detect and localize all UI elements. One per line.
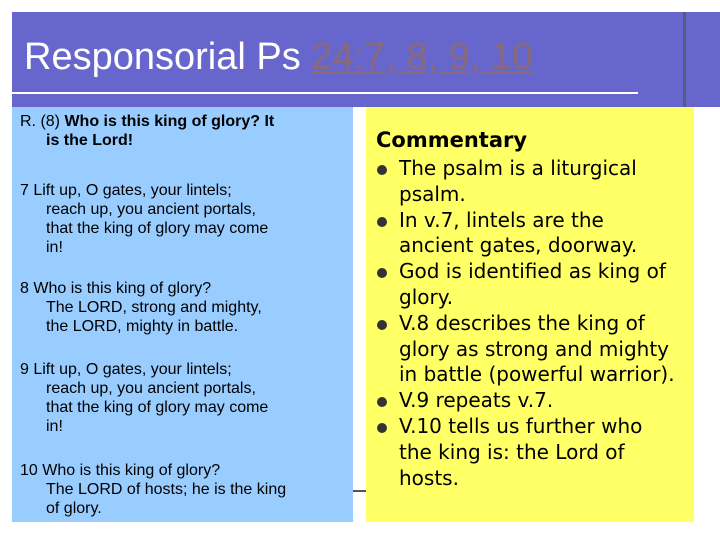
verse-8-line-1: 8 Who is this king of glory?	[20, 280, 212, 297]
commentary-item-line: God is identified as king of	[399, 259, 666, 284]
commentary-item-line: glory.	[399, 284, 454, 309]
verse-10-line-3: of glory.	[46, 500, 102, 517]
slide-title	[24, 36, 533, 79]
title-text: Responsorial Ps	[24, 36, 312, 78]
panel-connector	[353, 490, 366, 492]
commentary-item-line: In v.7, lintels are the	[399, 207, 604, 232]
verse-8	[20, 279, 262, 336]
verse-8-line-2: The LORD, strong and mighty,	[46, 299, 262, 316]
verse-10	[20, 461, 286, 518]
response-refrain	[20, 112, 274, 150]
title-scripture-link[interactable]: 24:7, 8, 9, 10	[311, 36, 534, 78]
commentary-item	[377, 311, 697, 388]
bullet-icon	[377, 165, 387, 175]
bullet-icon	[377, 217, 387, 227]
verse-7-line-3: that the king of glory may come	[46, 220, 269, 237]
commentary-item-line: hosts.	[399, 465, 459, 490]
response-label: R. (8)	[20, 113, 65, 130]
verse-9	[20, 360, 268, 436]
verse-7-line-1: 7 Lift up, O gates, your lintels;	[20, 182, 232, 199]
verse-9-line-3: that the king of glory may come	[46, 399, 269, 416]
commentary-item-line: V.8 describes the king of	[399, 310, 645, 335]
commentary-item-line: V.10 tells us further who	[399, 413, 643, 438]
bullet-icon	[377, 320, 387, 330]
commentary-item-line: in battle (powerful warrior).	[399, 362, 675, 387]
commentary-item-line: psalm.	[399, 181, 466, 206]
commentary-item	[377, 388, 697, 414]
commentary-heading: Commentary	[376, 128, 528, 152]
verse-8-line-3: the LORD, mighty in battle.	[46, 318, 239, 335]
commentary-item	[377, 259, 697, 311]
verse-9-line-2: reach up, you ancient portals,	[46, 380, 256, 397]
commentary-item	[377, 414, 697, 491]
verse-9-line-1: 9 Lift up, O gates, your lintels;	[20, 361, 232, 378]
commentary-item-line: V.9 repeats v.7.	[399, 388, 554, 413]
verse-10-line-1: 10 Who is this king of glory?	[20, 462, 221, 479]
response-line-1: Who is this king of glory? It	[64, 113, 275, 130]
commentary-item-line: glory as strong and mighty	[399, 336, 670, 361]
commentary-list	[377, 156, 697, 491]
verse-7	[20, 181, 268, 257]
verse-10-line-2: The LORD of hosts; he is the king	[46, 481, 287, 498]
commentary-item-line: The psalm is a liturgical	[399, 156, 637, 180]
commentary-item-line: ancient gates, doorway.	[399, 233, 638, 258]
commentary-item	[377, 156, 697, 208]
verse-7-line-2: reach up, you ancient portals,	[46, 201, 256, 218]
bullet-icon	[377, 423, 387, 433]
bullet-icon	[377, 268, 387, 278]
title-underline-rule	[12, 92, 638, 94]
verse-9-line-4: in!	[46, 418, 63, 435]
response-line-2: is the Lord!	[46, 132, 134, 149]
verse-7-line-4: in!	[46, 239, 63, 256]
commentary-item-line: the king is: the Lord of	[399, 439, 625, 464]
commentary-item	[377, 208, 697, 260]
bullet-icon	[377, 397, 387, 407]
